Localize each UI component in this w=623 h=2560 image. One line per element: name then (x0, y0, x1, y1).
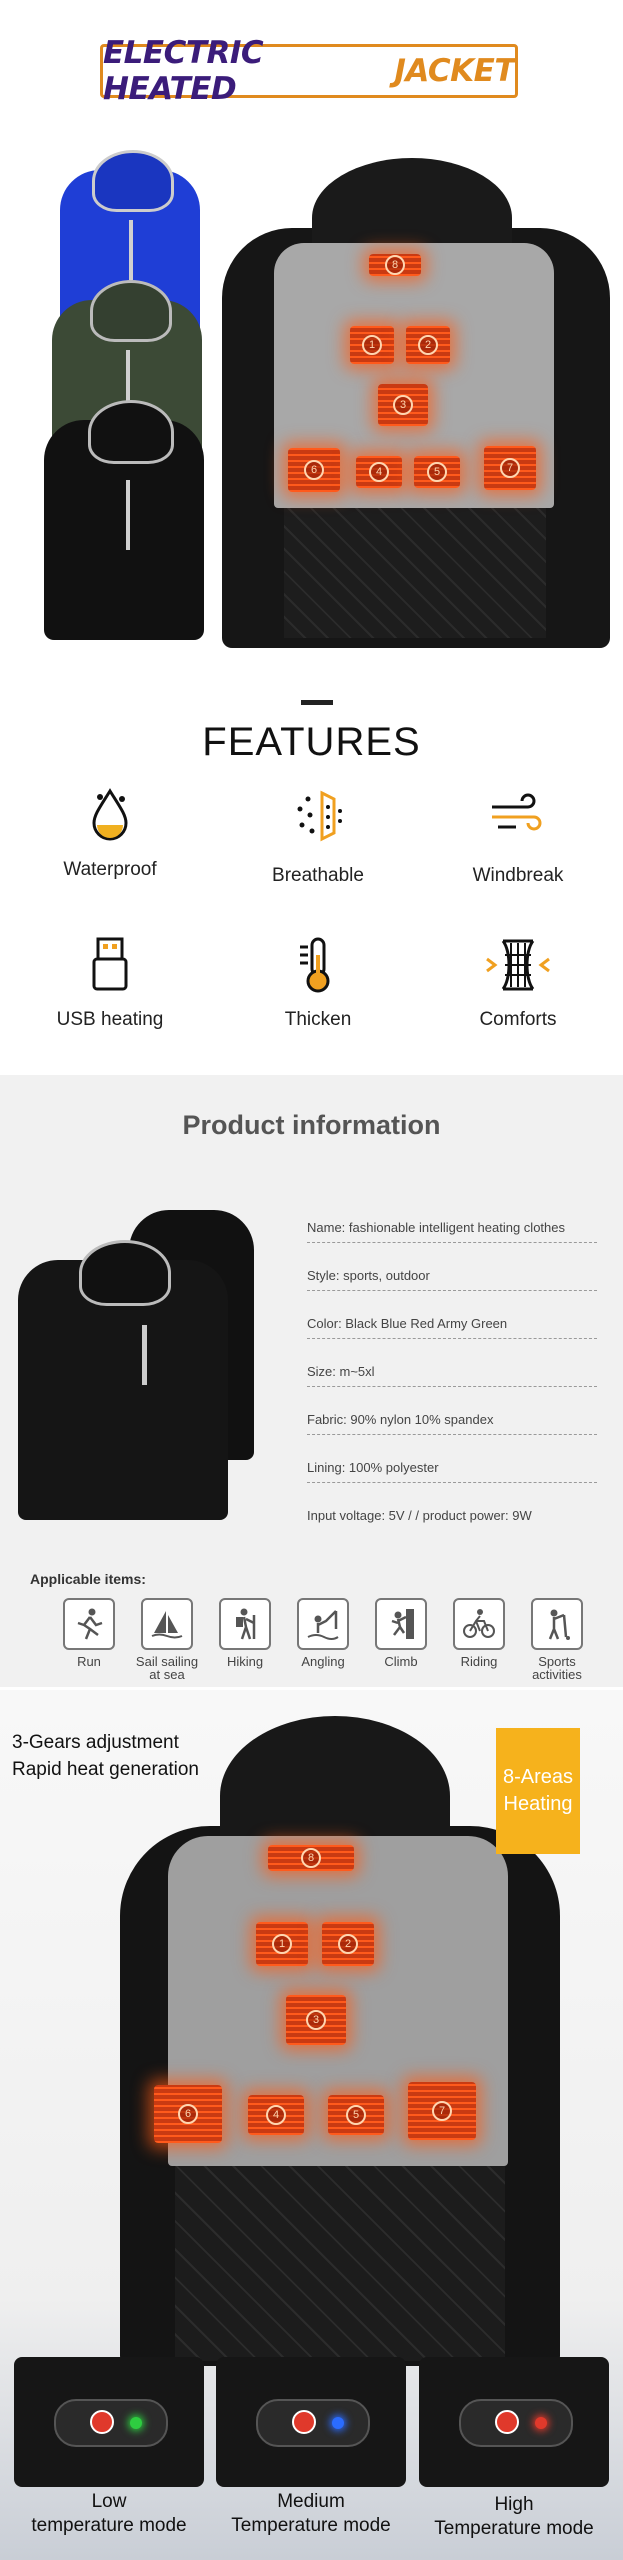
feature-label-comforts: Comforts (479, 1009, 557, 1030)
sailing-icon (150, 1607, 184, 1641)
features-divider (301, 700, 333, 705)
feature-breathable (233, 785, 403, 887)
zone-7: 7 (432, 2101, 452, 2121)
comfort-icon (483, 935, 553, 995)
applicable-angling-label: Angling (301, 1654, 345, 1669)
product-info-title: Product information (182, 1110, 441, 1140)
open-jacket-image (222, 158, 610, 648)
zone-1: 1 (272, 1934, 292, 1954)
front-jacket-zip (142, 1325, 147, 1385)
led-low (130, 2417, 142, 2429)
blue-jacket-hood (92, 150, 174, 212)
mode-low-line1: Low (91, 2491, 127, 2512)
applicable-sailing-label-2: at sea (149, 1667, 185, 1682)
mode-high-line2: Temperature mode (434, 2518, 594, 2539)
spec-fabric: Fabric: 90% nylon 10% spandex (307, 1412, 597, 1435)
applicable-riding (444, 1598, 514, 1668)
power-button-icon (292, 2410, 316, 2434)
applicable-climb-label: Climb (384, 1654, 418, 1669)
mode-high-line1: High (494, 2494, 534, 2515)
areas-line1: 8-Areas (502, 1766, 574, 1788)
feature-label-usb-heating: USB heating (56, 1009, 164, 1030)
green-jacket-hood (90, 280, 172, 342)
feature-label-thicken: Thicken (284, 1009, 352, 1030)
hiking-icon (228, 1607, 262, 1641)
applicable-angling (288, 1598, 358, 1668)
mode-medium-line1: Medium (277, 2491, 345, 2512)
title-part2: JACKET (394, 53, 515, 89)
running-icon (72, 1607, 106, 1641)
applicable-sailing (132, 1598, 202, 1681)
feature-label-windbreak: Windbreak (472, 865, 564, 886)
led-medium (332, 2417, 344, 2429)
feature-label-breathable: Breathable (272, 865, 364, 886)
zone-6: 6 (178, 2104, 198, 2124)
applicable-hiking-label: Hiking (226, 1654, 264, 1669)
spec-style: Style: sports, outdoor (307, 1268, 597, 1291)
heated-jacket-quilting (175, 2166, 505, 2361)
mode-label-medium (216, 2490, 406, 2538)
mode-medium-line2: Temperature mode (231, 2515, 391, 2536)
feature-thicken (233, 935, 403, 1031)
controller-high (459, 2399, 573, 2447)
zone-4: 4 (266, 2105, 286, 2125)
features-title: FEATURES (202, 720, 421, 764)
controller-low (54, 2399, 168, 2447)
open-jacket-quilting (284, 508, 546, 638)
mode-card-medium (216, 2357, 406, 2487)
applicable-items-title: Applicable items: (30, 1571, 146, 1587)
top-zone-1: 1 (362, 335, 382, 355)
controller-medium (256, 2399, 370, 2447)
spec-voltage: Input voltage: 5V / / product power: 9W (307, 1508, 532, 1523)
applicable-sports-label-2: activities (532, 1667, 582, 1682)
heating-areas-badge (496, 1728, 580, 1854)
power-button-icon (495, 2410, 519, 2434)
power-button-icon (90, 2410, 114, 2434)
zone-3: 3 (306, 2010, 326, 2030)
mode-card-low (14, 2357, 204, 2487)
top-zone-3: 3 (393, 395, 413, 415)
product-jacket-image (14, 1200, 254, 1520)
zone-8: 8 (301, 1848, 321, 1868)
mode-card-high (419, 2357, 609, 2487)
top-zone-4: 4 (369, 462, 389, 482)
top-zone-8: 8 (385, 255, 405, 275)
gears-line2: Rapid heat generation (12, 1759, 199, 1780)
black-jacket-hood (88, 400, 174, 464)
applicable-sports (522, 1598, 592, 1681)
applicable-sailing-label-1: Sail sailing (135, 1654, 199, 1669)
blue-jacket-zip (129, 220, 133, 280)
mode-low-line2: temperature mode (31, 2515, 187, 2536)
zone-5: 5 (346, 2105, 366, 2125)
spec-size: Size: m~5xl (307, 1364, 597, 1387)
led-high (535, 2417, 547, 2429)
thermometer-icon (288, 935, 348, 995)
breathable-icon (288, 785, 348, 845)
areas-line2: Heating (503, 1793, 573, 1815)
zone-2: 2 (338, 1934, 358, 1954)
applicable-hiking (210, 1598, 280, 1668)
applicable-climb (366, 1598, 436, 1668)
gears-adjustment-text (12, 1729, 199, 1783)
climbing-icon (384, 1607, 418, 1641)
top-zone-2: 2 (418, 335, 438, 355)
water-drop-icon (80, 785, 140, 845)
applicable-run-label: Run (77, 1654, 101, 1669)
applicable-riding-label: Riding (460, 1654, 498, 1669)
feature-comforts (433, 935, 603, 1031)
applicable-sports-label-1: Sports (538, 1654, 576, 1669)
black-jacket-zip (126, 480, 130, 550)
mode-label-high (419, 2493, 609, 2541)
title-part1: ELECTRIC HEATED (103, 35, 264, 107)
spec-name: Name: fashionable intelligent heating clothes (307, 1220, 597, 1243)
wind-icon (488, 785, 548, 845)
usb-icon (80, 935, 140, 995)
mode-label-low (14, 2490, 204, 2538)
golf-icon (540, 1607, 574, 1641)
top-zone-7: 7 (500, 458, 520, 478)
spec-lining: Lining: 100% polyester (307, 1460, 597, 1483)
feature-usb-heating (25, 935, 195, 1031)
top-zone-5: 5 (427, 462, 447, 482)
top-zone-6: 6 (304, 460, 324, 480)
gears-line1: 3-Gears adjustment (12, 1732, 179, 1753)
cycling-icon (462, 1607, 496, 1641)
fishing-icon (306, 1607, 340, 1641)
applicable-run (54, 1598, 124, 1668)
feature-windbreak (433, 785, 603, 887)
spec-color: Color: Black Blue Red Army Green (307, 1316, 597, 1339)
title-banner (100, 35, 518, 107)
front-jacket-hood (79, 1240, 171, 1306)
feature-label-waterproof: Waterproof (63, 859, 157, 880)
feature-waterproof (25, 785, 195, 881)
jacket-lineup-image (30, 150, 220, 650)
